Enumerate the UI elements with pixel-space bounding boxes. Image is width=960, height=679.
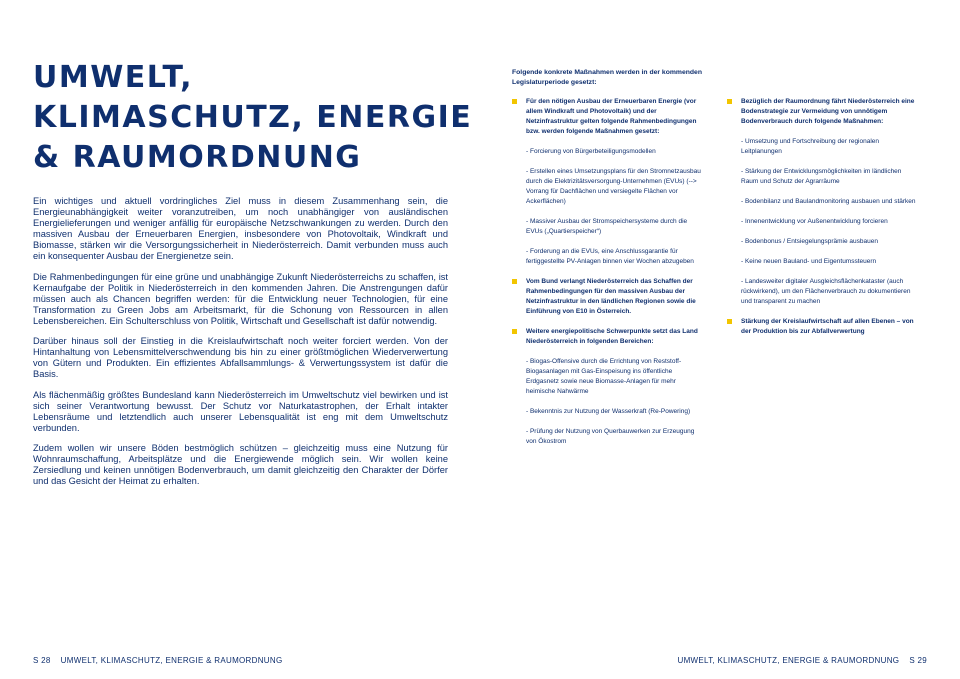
sub-item: - Erstellen eines Umsetzungsplans für den Stromnetzausbau durch die Elektrizitätsversorgung-Unternehmen (EVUs) (--> Vorrang für Dachflächen und versiegelte Flächen vor Ackerflächen) (526, 168, 701, 205)
sub-item: - Bekenntnis zur Nutzung der Wasserkraft (Re-Powering) (526, 408, 691, 415)
sub-item: - Prüfung der Nutzung von Querbauwerken zur Erzeugung von Ökostrom (526, 428, 695, 445)
sub-item: - Biogas-Offensive durch die Errichtung von Reststoff-Biogasanlagen mit Gas-Einspeisung ins öffentliche Erdgasnetz sowie neue Biomasse-Anlagen für mehr heimische Nahwärme (526, 358, 682, 395)
bullet-square-icon (727, 99, 732, 104)
paragraph: Als flächenmäßig größtes Bundesland kann Niederösterreich im Umweltschutz viel bewirken und ist sich seiner Verantwortung bewusst. Der Schutz vor Naturkatastrophen, der Erhalt intakter Lebensräume und letztendlich auch unserer Lebensqualität ist eng mit dem Umweltschutz verbunden. (33, 389, 448, 433)
paragraph: Ein wichtiges und aktuell vordringliches Ziel muss in diesem Zusammenhang sein, die Energieunabhängigkeit weiter voranzutreiben, um noch unabhängiger von ausländischen Energielieferungen und weniger anfällig für europäische Netzschwankungen zu werden. Durch den massiven Ausbau der Erneuerbaren Energien, insbesondere von Photovoltaik, Windkraft und Biomasse, stärken wir die Versorgungssicherheit in Niederösterreich. Damit verbunden muss auch ein konsequenter Ausbau der Energienetze sein. (33, 196, 448, 261)
page-title (33, 58, 473, 178)
sub-item: - Landesweiter digitaler Ausgleichsflächenkataster (auch rückwirkend), um den Flächenverbrauch zu dokumentieren und transparent zu machen (741, 278, 911, 305)
bullet-item: Weitere energiepolitische Schwerpunkte setzt das Land Niederösterreich in folgenden Bereichen: (512, 327, 702, 347)
sub-item: - Bodenbonus / Entsiegelungsprämie ausbauen (741, 238, 878, 245)
bullet-square-icon (512, 279, 517, 284)
paragraph: Darüber hinaus soll der Einstieg in die Kreislaufwirtschaft noch weiter forciert werden. Von der Hintanhaltung von Lebensmittelverschwendung bis hin zu einer größtmöglichen Wiederverwertung von Gütern und Produkten. Ein effizientes Abfallsammlungs- & Verwertungssystem ist dafür die Basis. (33, 336, 448, 379)
bullet-item: Bezüglich der Raumordnung fährt Niederösterreich eine Bodenstrategie zur Vermeidung von unnötigem Bodenverbrauch durch folgende Maßnahmen: (727, 97, 917, 127)
bullet-item: Stärkung der Kreislaufwirtschaft auf allen Ebenen – von der Produktion bis zur Abfallverwertung (727, 317, 917, 337)
measures-intro: Folgende konkrete Maßnahmen werden in der kommenden Legislaturperiode gesetzt: (512, 69, 702, 86)
bullet-item: Vom Bund verlangt Niederösterreich das Schaffen der Rahmenbedingungen für den massiven Ausbau der Netzinfrastruktur in den ländlichen Regionen sowie die Einführung von E10 in Österreich. (512, 277, 702, 317)
title-line-3: & RAUMORDNUNG (33, 140, 362, 175)
measures-column-left (512, 97, 702, 457)
sub-item: - Forcierung von Bürgerbeteiligungsmodellen (526, 148, 656, 155)
paragraph: Zudem wollen wir unsere Böden bestmöglich schützen – gleichzeitig muss eine Nutzung für Wohnraumschaffung, Arbeitsplätze und die Energiewende möglich sein. Wir wollen keine Zersiedlung und keinen unnötigen Bodenverbrauch, um damit gleichzeitig den Charakter der Dörfer und das Gesicht der Heimat zu erhalten. (33, 443, 448, 486)
sub-item: - Keine neuen Bauland- und Eigentumssteuern (741, 258, 877, 265)
bullet-square-icon (512, 99, 517, 104)
sub-item: - Bodenbilanz und Baulandmonitoring ausbauen und stärken (741, 198, 916, 205)
paragraph: Die Rahmenbedingungen für eine grüne und unabhängige Zukunft Niederösterreichs zu schaffen, ist Kernaufgabe der Politik in Niederösterreich in den kommenden Jahren. Die Anstrengungen dafür müssen auch als Chancen begriffen werden: für die Entwicklung neuer Technologien, für eine Transformation zu Green Jobs am Arbeitsmarkt, für die Schonung von Ressourcen in allen Lebensbereichen. Ein Schulterschluss von Politik, Wirtschaft und Gesellschaft ist dafür notwendig. (33, 271, 448, 326)
page-number: S 29 (909, 656, 927, 665)
title-line-1: UMWELT, (33, 60, 194, 95)
footer-left (33, 656, 282, 665)
footer-section-label: UMWELT, KLIMASCHUTZ, ENERGIE & RAUMORDNUNG (60, 656, 283, 665)
title-line-2: KLIMASCHUTZ, ENERGIE (33, 100, 473, 135)
bullet-square-icon (512, 329, 517, 334)
measures-column-right (727, 97, 917, 347)
sub-item: - Innenentwicklung vor Außenentwicklung forcieren (741, 218, 888, 225)
bullet-item: Für den nötigen Ausbau der Erneuerbaren Energie (vor allem Windkraft und Photovoltaik) und der Netzinfrastruktur gelten folgende Rahmenbedingungen bzw. werden folgende Maßnahmen gesetzt: (512, 97, 702, 137)
page-number: S 28 (33, 656, 51, 665)
sub-item: - Stärkung der Entwicklungsmöglichkeiten im ländlichen Raum und Schutz der Agrarräume (741, 168, 902, 185)
bullet-square-icon (727, 319, 732, 324)
footer-right (678, 656, 927, 665)
sub-item: - Forderung an die EVUs, eine Anschlussgarantie für fertiggestellte PV-Anlagen binnen vier Wochen abzugeben (526, 248, 694, 265)
sub-item: - Massiver Ausbau der Stromspeichersysteme durch die EVUs („Quartierspeicher“) (526, 218, 688, 235)
sub-item: - Umsetzung und Fortschreibung der regionalen Leitplanungen (741, 138, 880, 155)
body-text (33, 196, 448, 497)
footer-section-label: UMWELT, KLIMASCHUTZ, ENERGIE & RAUMORDNUNG (677, 656, 900, 665)
